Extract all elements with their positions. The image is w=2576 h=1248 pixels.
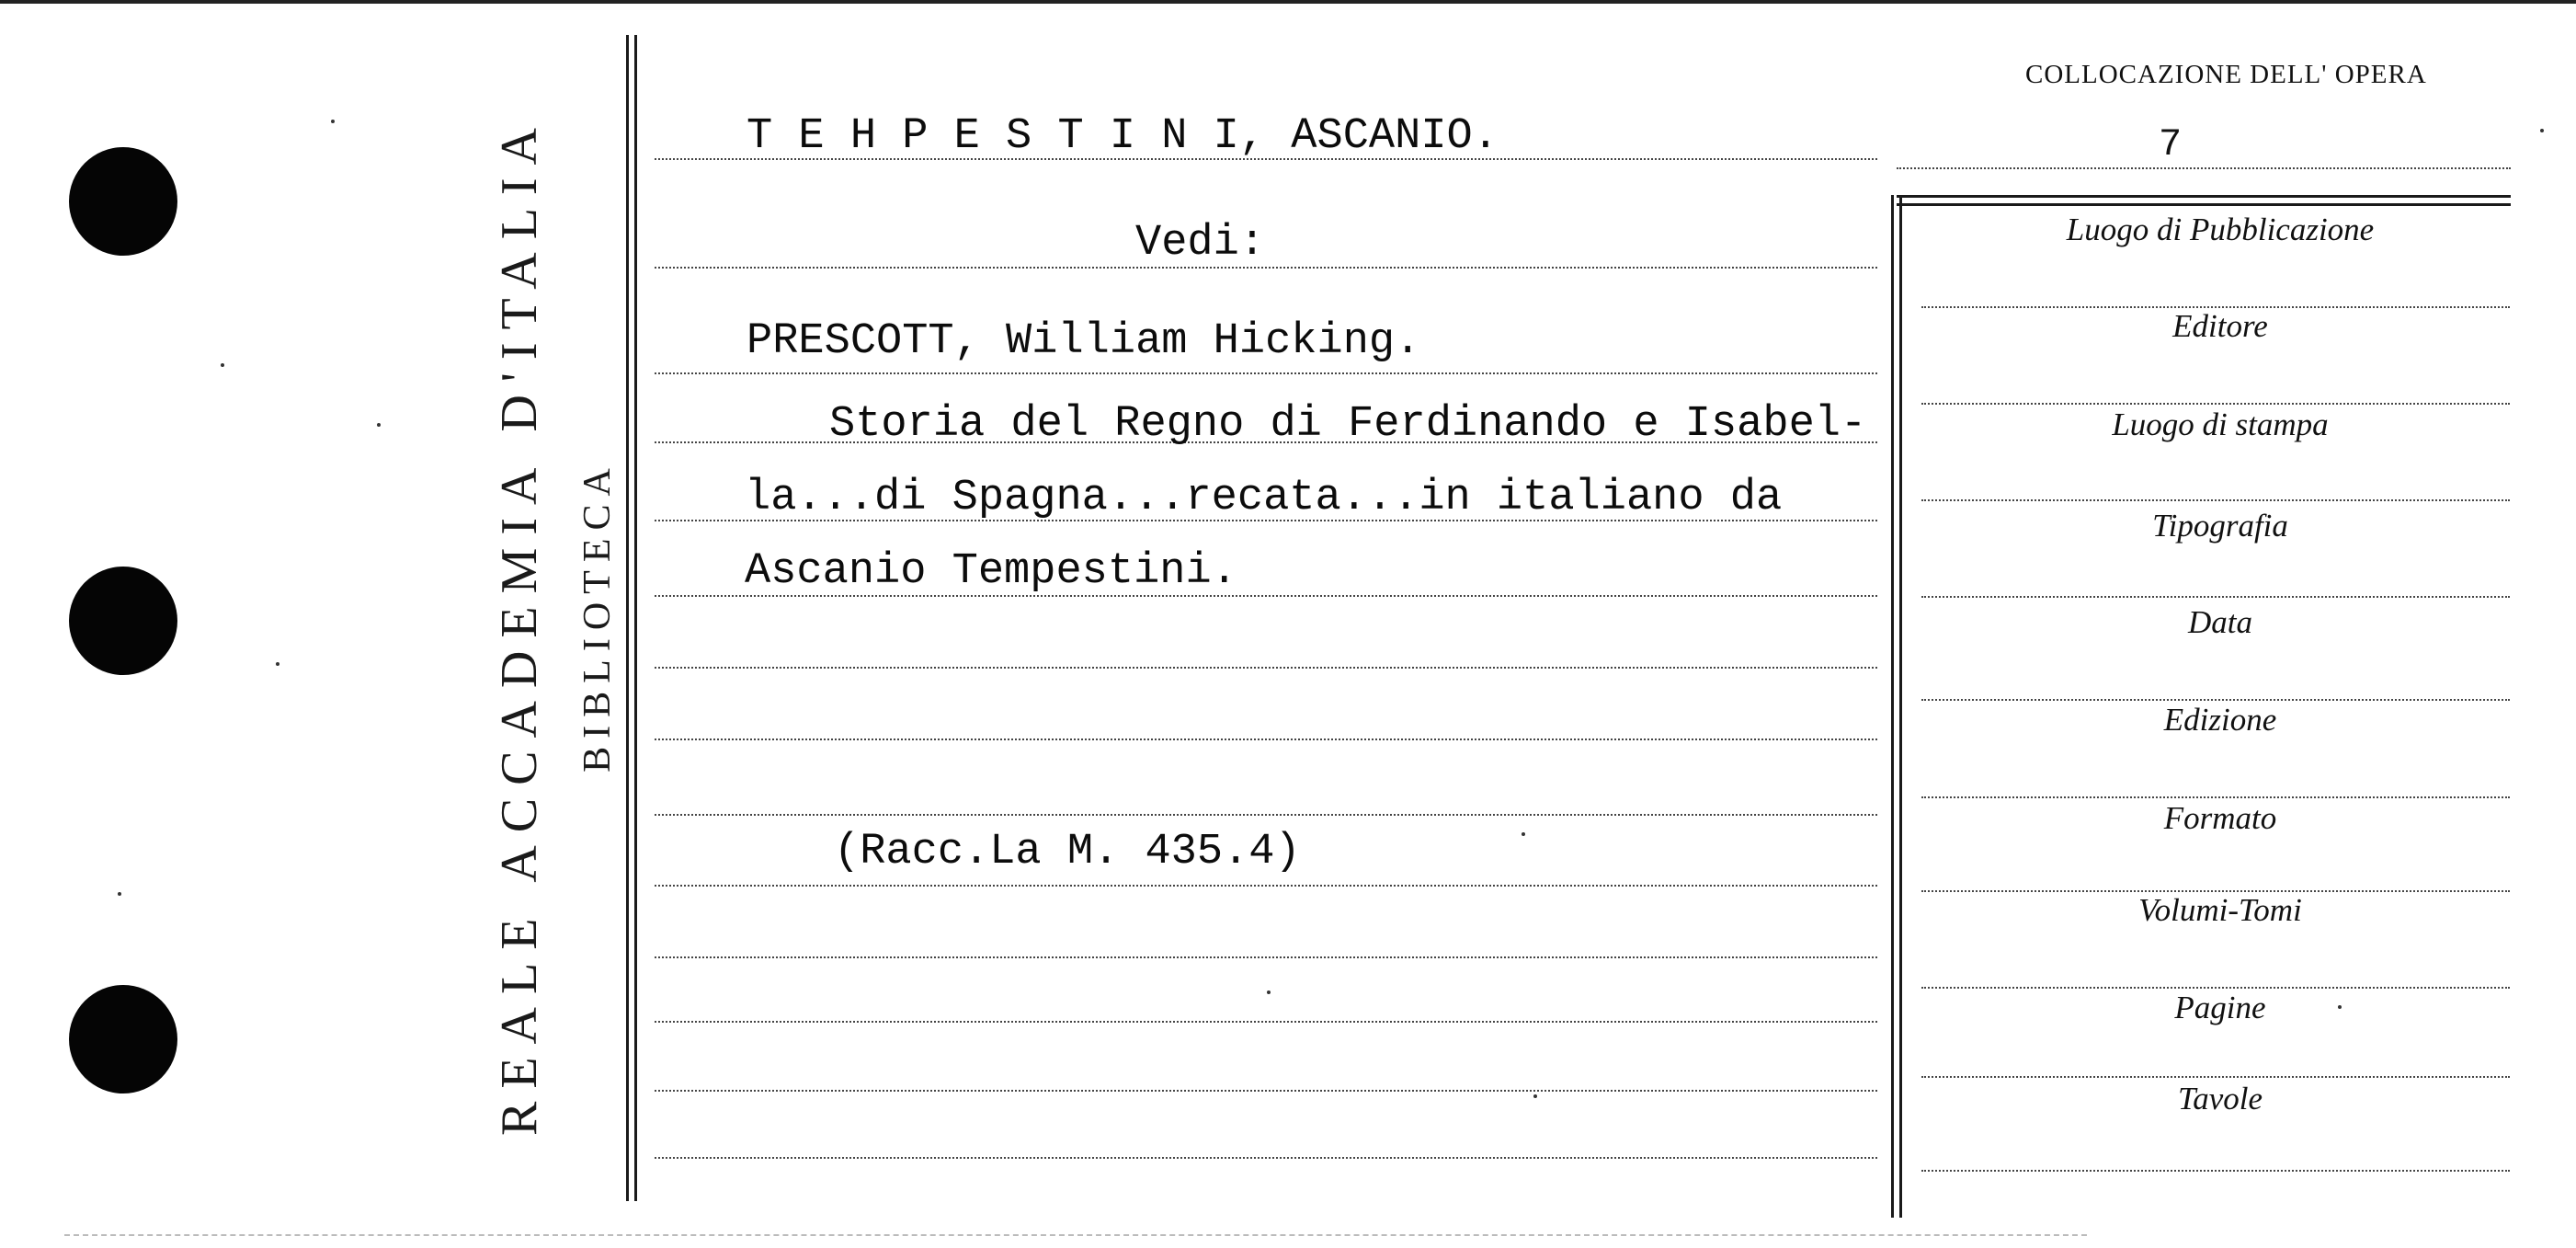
field-editore: Editore <box>2172 308 2268 344</box>
punch-hole-middle <box>69 567 177 675</box>
field-line <box>1921 403 2510 405</box>
paper-speck <box>2540 129 2544 132</box>
paper-speck <box>2338 1005 2342 1009</box>
field-tipografia: Tipografia <box>2152 508 2288 544</box>
paper-speck <box>1267 990 1271 994</box>
field-line <box>1921 1076 2510 1078</box>
field-formato: Formato <box>2163 800 2277 836</box>
field-line <box>1921 796 2510 798</box>
paper-speck <box>377 423 381 427</box>
field-tavole: Tavole <box>2177 1081 2263 1116</box>
field-luogo-di-stampa: Luogo di stampa <box>2112 406 2329 442</box>
title-line-3: Ascanio Tempestini. <box>745 547 1237 596</box>
collocazione-line <box>1897 167 2511 169</box>
right-double-rule-a <box>1891 195 1894 1218</box>
author-heading: T E H P E S T I N I, ASCANIO. <box>747 112 1499 161</box>
institution-name: REALE ACCADEMIA D'ITALIA <box>491 115 548 1136</box>
collocazione-value: 7 <box>2159 122 2183 166</box>
field-luogo-di-pubblicazione: Luogo di Pubblicazione <box>2066 212 2375 247</box>
form-top-rule-a <box>1897 195 2511 198</box>
field-line <box>1921 499 2510 501</box>
ruled-line <box>655 956 1877 958</box>
field-volumi-tomi: Volumi-Tomi <box>2138 892 2302 928</box>
title-line-2: la...di Spagna...recata...in italiano da <box>745 474 1783 522</box>
paper-speck <box>1533 1094 1537 1098</box>
field-line <box>1921 596 2510 598</box>
card-top-edge <box>0 0 2576 4</box>
left-double-rule-b <box>634 35 637 1201</box>
field-line <box>1921 699 2510 701</box>
paper-speck <box>1522 832 1525 836</box>
ruled-line <box>655 738 1877 740</box>
paper-speck <box>276 662 279 666</box>
card-bottom-edge <box>64 1234 2087 1237</box>
field-data: Data <box>2188 604 2252 640</box>
ruled-line <box>655 1021 1877 1023</box>
ruled-line <box>655 1090 1877 1092</box>
left-double-rule-a <box>626 35 629 1201</box>
ruled-line <box>655 814 1877 816</box>
field-pagine: Pagine <box>2174 990 2266 1025</box>
paper-speck <box>331 120 335 123</box>
field-line <box>1921 1170 2510 1172</box>
paper-speck <box>118 892 121 896</box>
collocazione-label: COLLOCAZIONE DELL' OPERA <box>2025 60 2427 89</box>
shelfmark: (Racc.La M. 435.4) <box>834 828 1301 876</box>
library-name: BIBLIOTECA <box>576 460 619 773</box>
see-reference-label: Vedi: <box>1135 219 1266 268</box>
punch-hole-bottom <box>69 985 177 1093</box>
title-line-1: Storia del Regno di Ferdinando e Isabel- <box>829 400 1867 449</box>
ruled-line <box>655 885 1877 887</box>
field-line <box>1921 987 2510 989</box>
ruled-line <box>655 372 1877 374</box>
ruled-line <box>655 267 1877 269</box>
field-edizione: Edizione <box>2163 702 2277 738</box>
paper-speck <box>221 363 224 367</box>
punch-hole-top <box>69 147 177 256</box>
form-top-rule-b <box>1897 203 2511 206</box>
reference-author: PRESCOTT, William Hicking. <box>747 317 1421 366</box>
ruled-line <box>655 667 1877 669</box>
ruled-line <box>655 1157 1877 1159</box>
